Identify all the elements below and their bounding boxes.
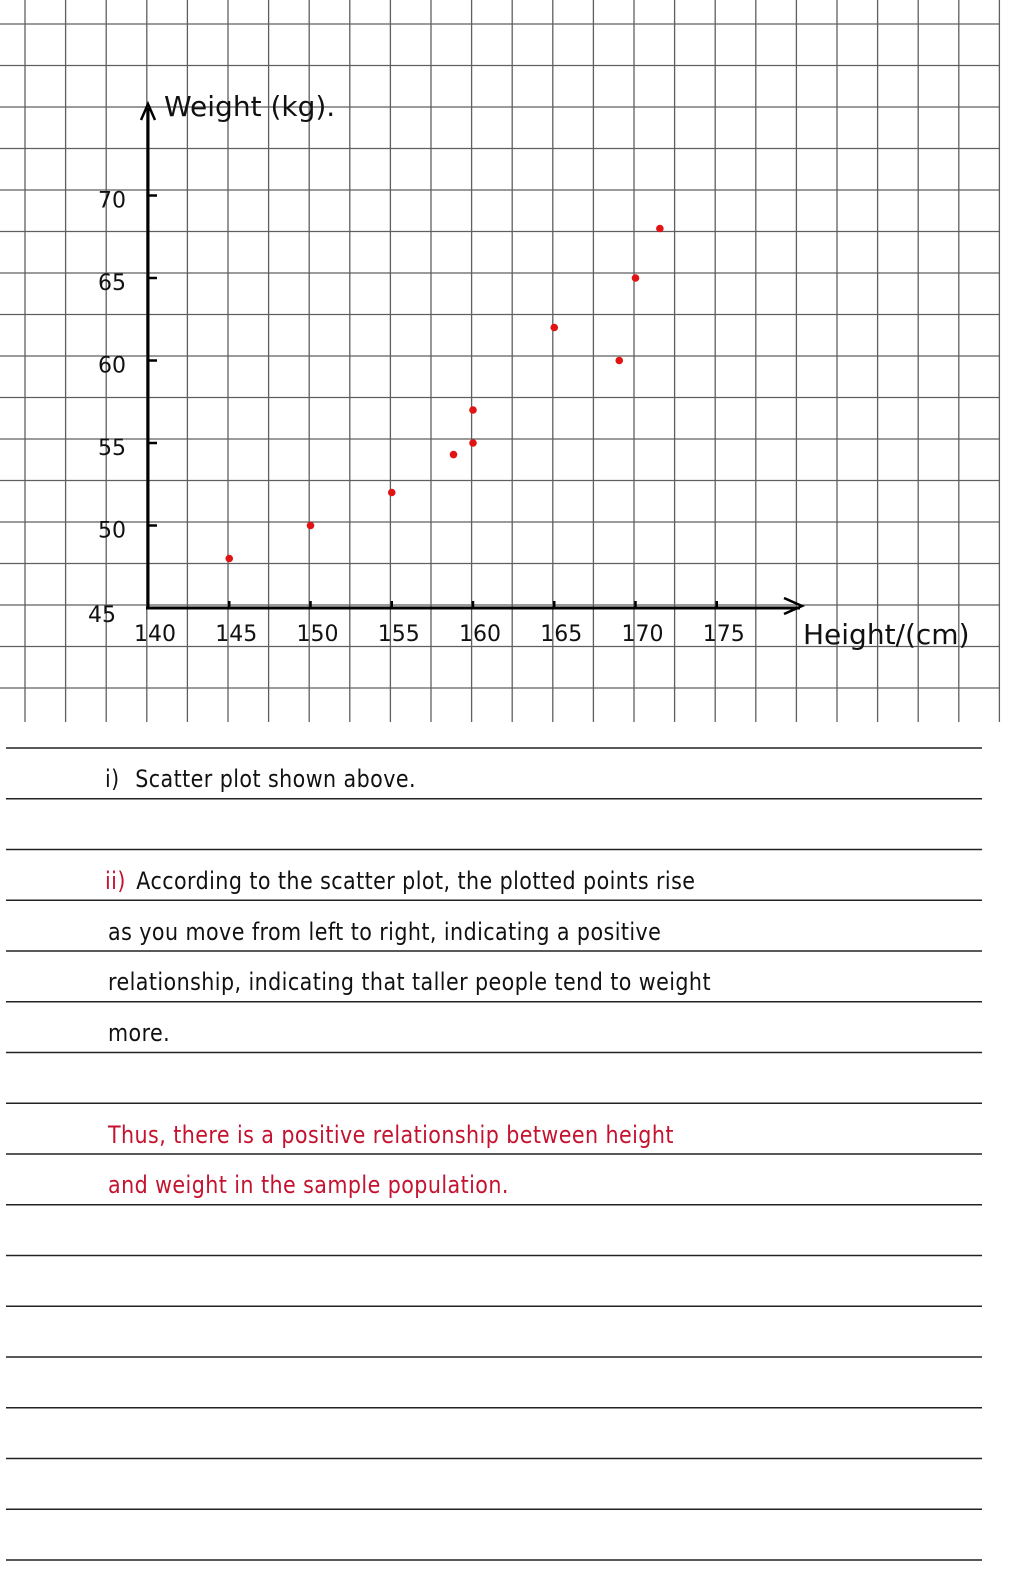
- part-i-number: i): [105, 765, 120, 793]
- data-point: [656, 225, 664, 233]
- axis-ticks: [148, 196, 717, 609]
- y-tick-label: 50: [98, 518, 126, 544]
- y-tick-label: 70: [98, 188, 126, 214]
- conclusion-text-line: and weight in the sample population.: [108, 1171, 509, 1199]
- answer-part-ii-line-3: [108, 968, 711, 996]
- part-ii-text-line: relationship, indicating that taller people tend to weight: [108, 968, 711, 996]
- x-tick-label: 150: [296, 622, 339, 647]
- part-ii-text-line: as you move from left to right, indicating a positive: [108, 918, 662, 946]
- data-point: [469, 439, 477, 447]
- part-ii-text-line: According to the scatter plot, the plotted points rise: [136, 867, 696, 895]
- answer-part-ii-line-4: [108, 1019, 170, 1047]
- x-tick-label: 170: [621, 622, 664, 647]
- part-i-text: Scatter plot shown above.: [135, 765, 416, 793]
- answer-part-ii-line-2: [108, 918, 661, 946]
- part-ii-text-line: more.: [108, 1019, 171, 1047]
- x-tick-label: 175: [702, 622, 745, 647]
- data-point: [388, 489, 396, 497]
- x-tick-label: 145: [215, 622, 258, 647]
- conclusion-line-1: [108, 1121, 674, 1149]
- axis-tick-labels: [88, 189, 745, 648]
- x-axis-label: Height/(cm): [803, 618, 970, 651]
- x-axis-arrow-icon: [784, 598, 802, 614]
- answer-part-i: [105, 765, 416, 793]
- conclusion-text-line: Thus, there is a positive relationship between height: [108, 1121, 674, 1149]
- y-tick-label: 65: [98, 271, 126, 296]
- x-tick-label: 165: [540, 622, 583, 647]
- part-ii-number: ii): [105, 867, 126, 895]
- data-point: [469, 406, 477, 414]
- y-tick-label: 55: [98, 436, 126, 461]
- data-point: [632, 274, 640, 282]
- data-point: [615, 357, 623, 365]
- conclusion-line-2: [108, 1171, 509, 1199]
- x-tick-label: 155: [377, 622, 420, 647]
- data-point: [450, 451, 458, 459]
- data-point: [550, 324, 558, 332]
- y-tick-label: 60: [98, 353, 126, 379]
- x-tick-label: 160: [459, 622, 501, 647]
- data-point: [307, 522, 315, 530]
- y-axis-label: Weight (kg).: [164, 90, 336, 123]
- scatter-points: [225, 225, 663, 563]
- answer-part-ii-line-1: [105, 867, 695, 895]
- x-tick-label: 140: [134, 622, 176, 647]
- y-tick-label: 45: [88, 603, 116, 628]
- data-point: [225, 555, 233, 563]
